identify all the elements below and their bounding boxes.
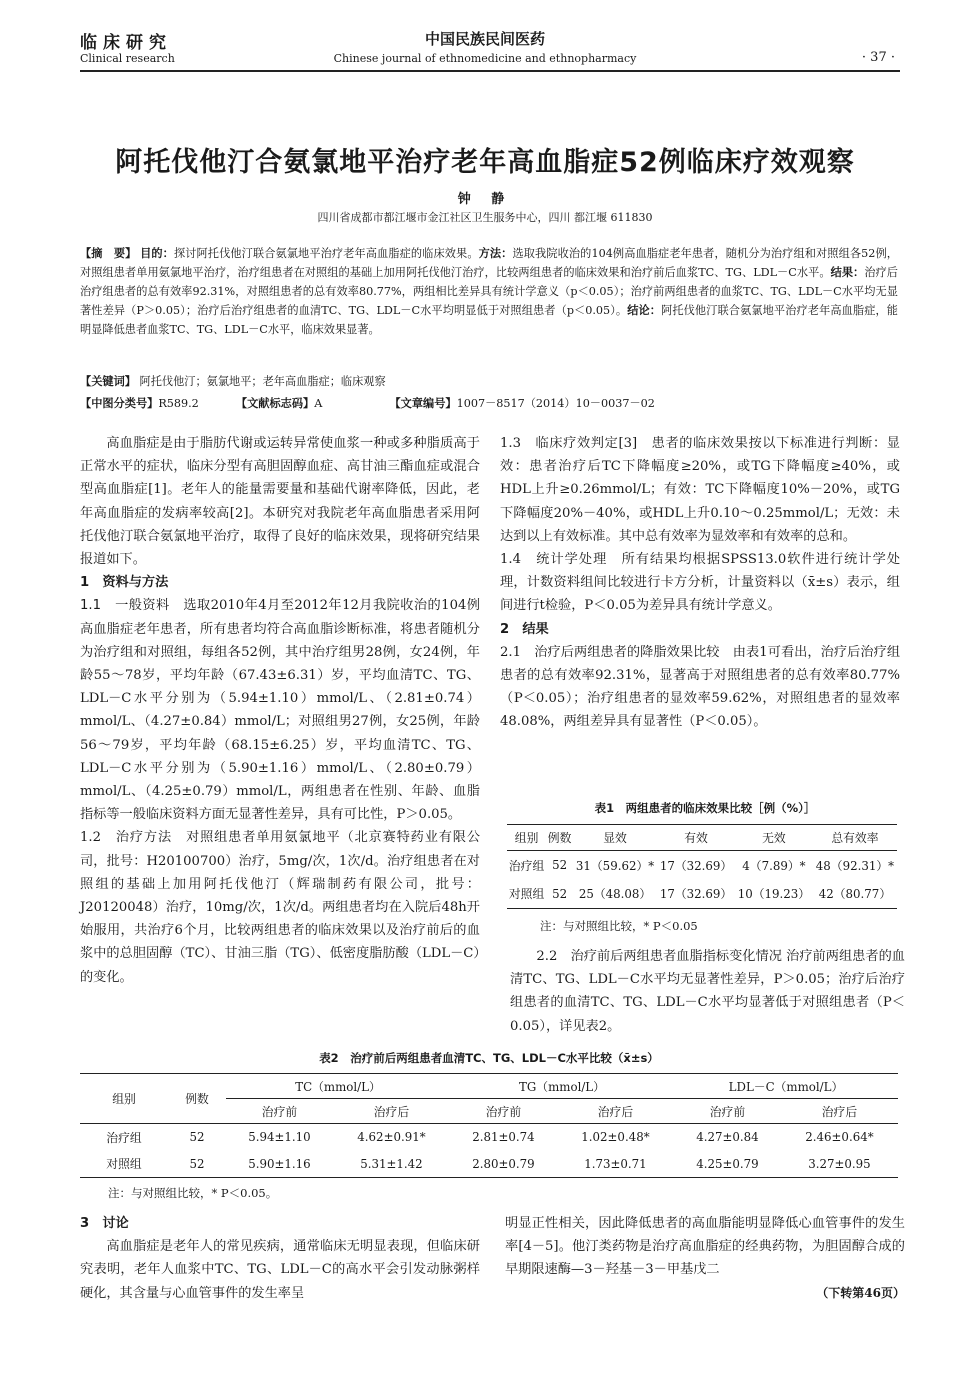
abstract-purpose: 探讨阿托伐他汀联合氨氯地平治疗老年高血脂症的临床效果。 [173, 247, 479, 260]
table-cell: 52 [189, 1130, 205, 1145]
classification [80, 394, 898, 413]
table-cell: 31（59.62）* [575, 858, 655, 873]
s13-text: 患者的临床效果按以下标准进行判断：显效：患者治疗后TC下降幅度≥20%，或TG下降幅度≥40%，或HDL上升≥0.26mmol/L；有效：TC下降幅度10%－20%，或TG下降幅度20%－40%，或HDL上升0.10～0.25mmol/L；无效：未达到以上有效标准。其中总有效率为显效率和有效率的总和。 [500, 436, 900, 544]
header-journal-cn: 中国民族民间医药 [424, 30, 545, 48]
s11-heading: 1.1 一般资料 [80, 598, 170, 614]
table-cell: 52 [168, 1151, 226, 1178]
continued-note: （下转第46页） [816, 1285, 905, 1300]
table2 [80, 1073, 898, 1178]
discussion-right-text: 明显正性相关，因此降低患者的高血脂能明显降低心血管事件的发生率[4－5]。他汀类药物是治疗高血脂症的经典药物，为胆固醇合成的早期限速酶—3－羟基－3－甲基戊二 [505, 1216, 905, 1278]
left-column [80, 432, 480, 989]
table-cell: 48（92.31）* [815, 858, 895, 873]
table-cell: 4（7.89）* [742, 858, 806, 873]
doc-code-label: 【文献标志码】 [235, 397, 315, 410]
table-cell: 3.27±0.95 [781, 1151, 898, 1178]
doc-code-value: A [314, 397, 323, 410]
discussion-right [505, 1212, 905, 1305]
article-id-label: 【文章编号】 [389, 397, 457, 410]
table-cell: 17（32.69） [659, 858, 733, 873]
table2-subheader: 治疗前 [226, 1099, 333, 1124]
s13-heading: 1.3 临床疗效判定[3] [500, 436, 638, 451]
table1-header: 总有效率 [813, 825, 897, 851]
s22-text: 2.2 治疗前后两组患者血脂指标变化情况 治疗前两组患者的血清TC、TG、LDL－C水平均无显著性差异，P＞0.05；治疗后治疗组患者的血清TC、TG、LDL－C水平均显著低于对照组患者（P＜0.05），详见表2。 [510, 949, 905, 1034]
table-row [80, 1151, 898, 1178]
table1-header: 无效 [735, 825, 813, 851]
abstract [80, 244, 898, 339]
table2-subheader: 治疗后 [557, 1099, 674, 1124]
discussion-left [80, 1212, 480, 1305]
table-cell: 42（80.77） [813, 880, 897, 909]
clc-value: R589.2 [158, 397, 199, 410]
table2-subheader: 治疗前 [450, 1099, 557, 1124]
s11-text: 选取2010年4月至2012年12月我院收治的104例高血脂症老年患者，所有患者均符合高血脂诊断标准，将患者随机分为治疗组和对照组，每组各52例，其中治疗组男28例，女24例，年龄55～78岁，平均年龄（67.43±6.31）岁，平均血清TC、TG、LDL－C水平分别为（5.94±1.10）mmol/L、（2.81±0.74）mmol/L、（4.27±0.84）mmol/L；对照组男27例，女25例，年龄56～79岁，平均年龄（68.15±6.25）岁，平均血清TC、TG、LDL－C水平分别为（5.90±1.16）mmol/L、（2.80±0.79）mmol/L、（4.25±0.79）mmol/L，两组患者在性别、年龄、血脂指标等一般临床资料方面无显著性差异，具有可比性，P＞0.05。 [80, 598, 480, 823]
table-cell: 4.27±0.84 [696, 1130, 759, 1145]
table-cell: 2.80±0.79 [450, 1151, 557, 1178]
table2-header-row [80, 1074, 898, 1099]
table2-title: 表2 治疗前后两组患者血清TC、TG、LDL－C水平比较（x̄±s） [319, 1051, 659, 1065]
s22-block [510, 945, 905, 1038]
table-cell: 2.81±0.74 [472, 1130, 535, 1145]
table2-header-tg: TG（mmol/L） [450, 1074, 674, 1099]
abstract-purpose-label: 目的： [140, 247, 174, 260]
s12-text: 对照组患者单用氨氯地平（北京赛特药业有限公司，批号：H20100700）治疗，5mg/次，1次/d。治疗组患者在对照组的基础上加用阿托伐他汀（辉瑞制药有限公司，批号：J20120048）治疗，10mg/次，1次/d。两组患者均在入院后48h开始服用，共治疗6个月，比较两组患者的临床效果以及治疗前后的血浆中的总胆固醇（TC）、甘油三脂（TG）、低密度脂肪酸（LDL－C）的变化。 [80, 830, 481, 985]
table2-header-group: 组别 [80, 1074, 168, 1124]
table2-subheader: 治疗后 [333, 1099, 450, 1124]
table-cell: 治疗组 [106, 1130, 142, 1145]
keywords-label: 【关键词】 [80, 375, 136, 388]
section-3-heading: 3 讨论 [80, 1216, 129, 1231]
s12-heading: 1.2 治疗方法 [80, 830, 173, 846]
table-cell: 5.94±1.10 [248, 1130, 311, 1145]
table2-header-tc: TC（mmol/L） [226, 1074, 450, 1099]
table-cell: 治疗组 [508, 858, 545, 873]
article-author: 钟 静 [457, 192, 513, 207]
header-page-number: · 37 · [861, 50, 895, 65]
abstract-conclusion: 阿托伐他汀联合氨氯地平治疗老年高血脂症，能明显降低患者血浆TC、TG、LDL－C水平，临床效果显著。 [80, 304, 898, 336]
table-row [80, 1124, 898, 1151]
table1-header: 有效 [657, 825, 735, 851]
s14-heading: 1.4 统计学处理 [500, 552, 608, 568]
table-cell: 52 [552, 858, 568, 873]
table-cell: 25（48.08） [573, 880, 657, 909]
table-row [507, 851, 897, 880]
table2-subheader: 治疗前 [674, 1099, 781, 1124]
article-title: 阿托伐他汀合氨氯地平治疗老年高血脂症52例临床疗效观察 [115, 147, 855, 178]
table-cell: 4.62±0.91* [357, 1130, 426, 1145]
abstract-label: 【摘 要】 [80, 247, 137, 260]
table-cell: 52 [546, 880, 573, 909]
s21-text: 由表1可看出，治疗后治疗组患者的总有效率92.31%，显著高于对照组患者的总有效率80.77%（P＜0.05）；治疗组患者的显效率59.62%，对照组患者的显效率48.08%，两组差异具有显著性（P＜0.05）。 [500, 644, 901, 730]
article-id-value: 1007－8517（2014）10－0037－02 [456, 397, 655, 410]
intro-paragraph: 高血脂症是由于脂肪代谢或运转异常使血浆一种或多种脂质高于正常水平的症状，临床分型有高胆固醇血症、高甘油三酯血症或混合型高血脂症[1]。老年人的能量需要量和基础代谢率降低，因此，老年高血脂症的发病率较高[2]。本研究对我院老年高血脂患者采用阿托伐他汀联合氨氯地平治疗，取得了良好的临床效果，现将研究结果报道如下。 [80, 436, 480, 568]
section-1-heading: 1 资料与方法 [80, 575, 169, 591]
table-cell: 对照组 [80, 1151, 168, 1178]
abstract-result: 治疗后治疗组患者的总有效率92.31%，对照组患者的总有效率80.77%，两组相比差异具有统计学意义（p＜0.05）；治疗前两组患者的血浆TC、TG、LDL－C水平均无显著性差异（P＞0.05）；治疗后治疗组患者的血清TC、TG、LDL－C水平均明显低于对照组患者（p＜0.05）。 [80, 266, 898, 317]
abstract-conclusion-label: 结论： [627, 304, 662, 317]
table-cell: 1.02±0.48* [581, 1130, 650, 1145]
table-cell: 17（32.69） [657, 880, 735, 909]
s14-text: 所有结果均根据SPSS13.0软件进行统计学处理，计数资料组间比较进行卡方分析，计量资料以（x̄±s）表示，组间进行t检验，P＜0.05为差异具有统计学意义。 [500, 552, 901, 614]
discussion-left-text: 高血脂症是老年人的常见疾病，通常临床无明显表现，但临床研究表明，老年人血浆中TC、TG、LDL－C的高水平会引发动脉粥样硬化，其含量与心血管事件的发生率呈 [80, 1239, 480, 1301]
table1-header: 组别 [507, 825, 546, 851]
table-cell: 5.90±1.16 [226, 1151, 333, 1178]
header-rule [80, 70, 900, 72]
keywords-text: 阿托伐他汀；氨氯地平；老年高血脂症；临床观察 [139, 375, 386, 388]
table-cell: 10（19.23） [735, 880, 813, 909]
table2-note: 注：与对照组比较，* P＜0.05。 [108, 1186, 278, 1200]
table-cell: 2.46±0.64* [805, 1130, 874, 1145]
header-section-en: Clinical research [80, 52, 175, 65]
table-cell: 1.73±0.71 [557, 1151, 674, 1178]
abstract-result-label: 结果： [830, 266, 865, 279]
table-cell: 5.31±1.42 [333, 1151, 450, 1178]
table1-header: 例数 [546, 825, 573, 851]
section-2-heading: 2 结果 [500, 621, 549, 637]
abstract-method-label: 方法： [478, 247, 513, 260]
table1-header: 显效 [573, 825, 657, 851]
abstract-method: 选取我院收治的104例高血脂症老年患者，随机分为治疗组和对照组各52例，对照组患者单用氨氯地平治疗，治疗组患者在对照组的基础上加用阿托伐他汀治疗，比较两组患者的临床效果和治疗前后血浆TC、TG、LDL－C水平。 [80, 247, 898, 279]
header-section-cn: 临床研究 [80, 33, 172, 53]
table2-header-n: 例数 [168, 1074, 226, 1124]
right-column [500, 432, 900, 734]
table-row [507, 880, 897, 909]
s21-heading: 2.1 治疗后两组患者的降脂效果比较 [500, 644, 720, 660]
table2-header-ldl: LDL－C（mmol/L） [674, 1074, 898, 1099]
clc-label: 【中图分类号】 [80, 397, 159, 410]
table1-note: 注：与对照组比较，* P＜0.05 [540, 919, 698, 933]
article-affiliation: 四川省成都市都江堰市金江社区卫生服务中心，四川 都江堰 611830 [317, 211, 653, 224]
keywords [80, 372, 898, 391]
table-cell: 对照组 [507, 880, 546, 909]
table1-header-row [507, 825, 897, 851]
table2-subheader: 治疗后 [781, 1099, 898, 1124]
table1-title: 表1 两组患者的临床效果比较［例（%）］ [594, 801, 816, 815]
table1 [507, 824, 897, 909]
header-journal-en: Chinese journal of ethnomedicine and ethnopharmacy [333, 52, 637, 65]
table-cell: 4.25±0.79 [674, 1151, 781, 1178]
